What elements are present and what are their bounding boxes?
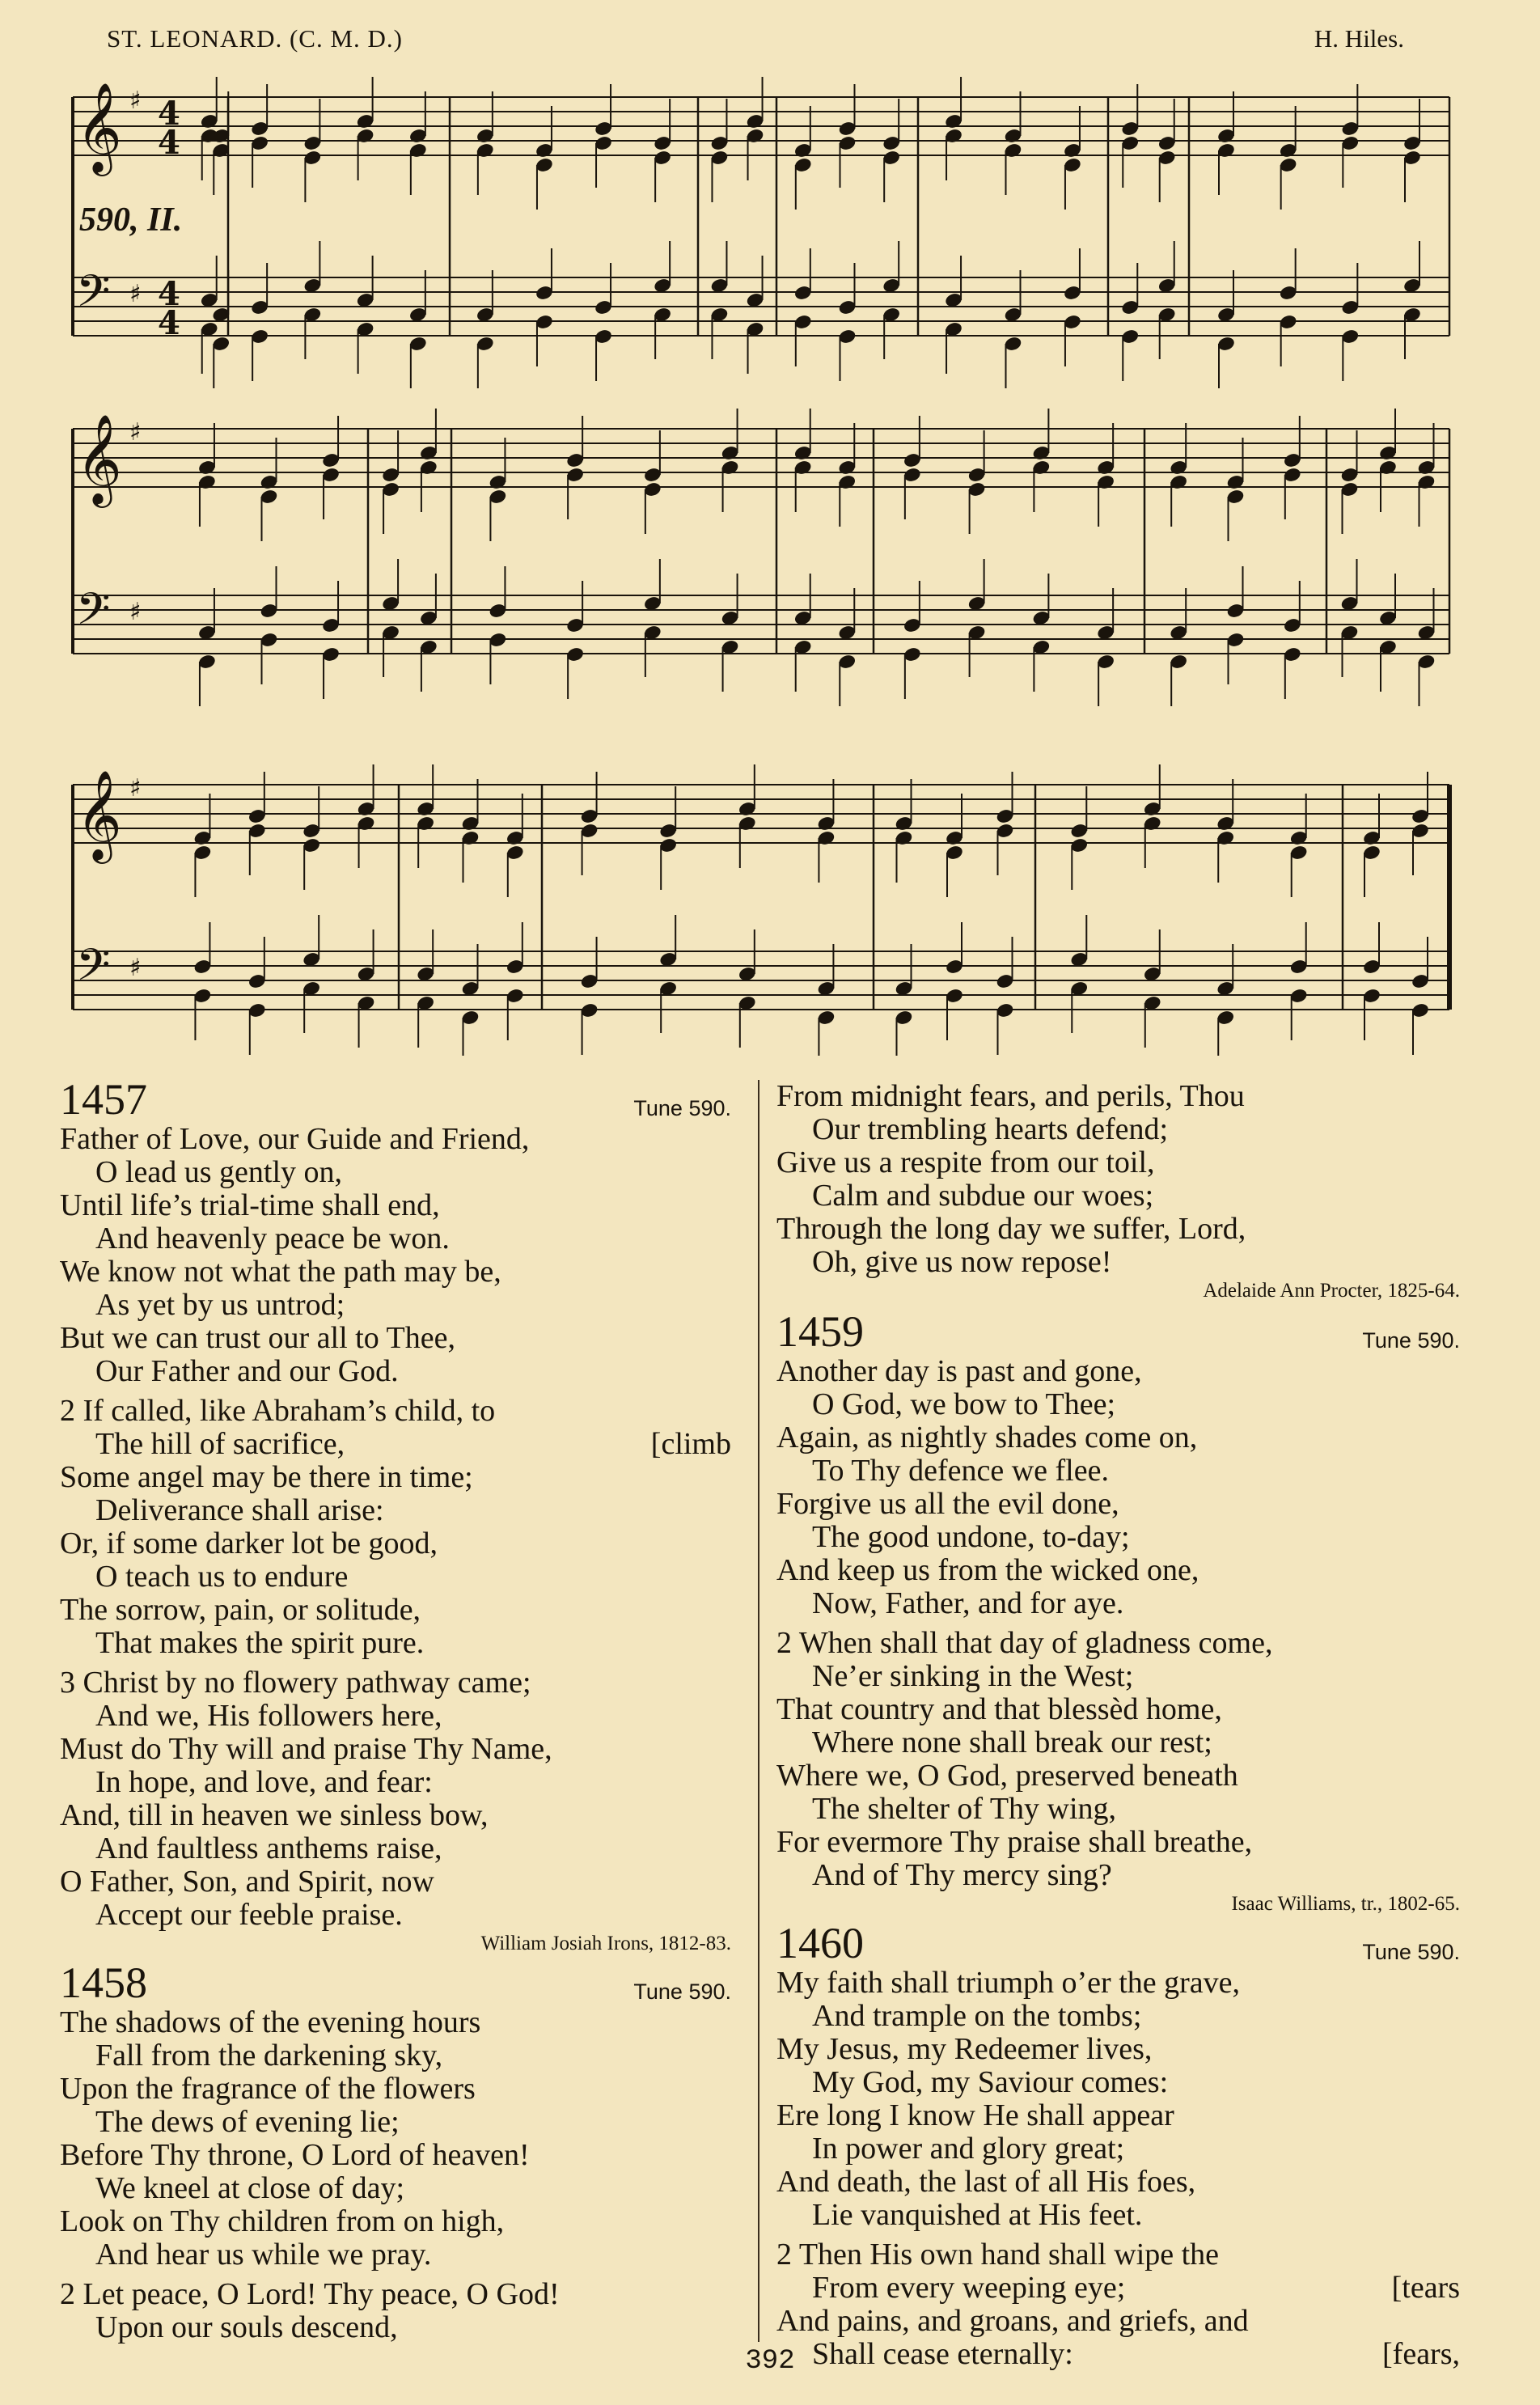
verse-line-carryover: [fears, [1382, 2337, 1460, 2371]
time-signature-digit: 4 [158, 275, 180, 313]
verse-line-text: 2 Let peace, O Lord! Thy peace, O God! [60, 2277, 560, 2311]
hymn-number: 1457 [60, 1075, 147, 1124]
verse-line [60, 1222, 731, 1255]
tune-number: 590, II. [79, 201, 183, 239]
verse-line-text: My Jesus, my Redeemer lives, [776, 2032, 1153, 2066]
verse-line-text: That country and that blessèd home, [776, 1692, 1222, 1726]
verse-line [776, 1421, 1460, 1454]
verse-line [60, 1899, 731, 1932]
verse-line [60, 1428, 731, 1461]
verse-line [60, 1395, 731, 1428]
verse-line-carryover: [climb [650, 1427, 731, 1461]
hymn-number: 1459 [776, 1307, 864, 1356]
verse-line-text: Again, as nightly shades come on, [776, 1421, 1198, 1454]
time-signature-digit: 4 [158, 124, 180, 162]
verse-line-text: My faith shall triumph o’er the grave, [776, 1966, 1241, 2000]
verse-line-text: Lie vanquished at His feet. [812, 2198, 1143, 2232]
verse-line [776, 1388, 1460, 1421]
verse-line-carryover: [tears [1391, 2271, 1460, 2305]
hymn-1459 [776, 1308, 1460, 1916]
bass-clef-icon: 𝄢 [76, 583, 111, 646]
verse-line-text: And we, His followers here, [95, 1699, 442, 1733]
verse-line-text: And keep us from the wicked one, [776, 1553, 1199, 1587]
verse-line-text: Or, if some darker lot be good, [60, 1526, 438, 1560]
verse-line-text: Look on Thy children from on high, [60, 2204, 505, 2238]
verse-line [776, 1587, 1460, 1620]
treble-clef-icon: 𝄞 [76, 82, 122, 172]
hymn-1460 [776, 1920, 1460, 2371]
verse-line-text: Upon the fragrance of the flowers [60, 2072, 476, 2106]
hymn-header [776, 1308, 1460, 1355]
verse-line [776, 2199, 1460, 2232]
verse-line-text: In power and glory great; [812, 2132, 1125, 2166]
hymn-author: Adelaide Ann Procter, 1825-64. [1203, 1280, 1460, 1302]
verse-line [60, 1355, 731, 1388]
verse-line [776, 2305, 1460, 2338]
sharp-icon: ♯ [129, 280, 142, 308]
hymn-verses [776, 1967, 1460, 2371]
verse-line [776, 1179, 1460, 1213]
verse-line [776, 1246, 1460, 1279]
right-column [776, 1080, 1460, 2371]
verse-line-text: Some angel may be there in time; [60, 1460, 473, 1494]
verse-line [776, 1080, 1460, 1113]
score-graphic [65, 73, 1456, 1056]
verse-line [776, 1826, 1460, 1859]
verse-line [776, 1554, 1460, 1587]
hymn-tune-ref: Tune 590. [633, 1096, 731, 1120]
verse-line [776, 1488, 1460, 1521]
verse-line [776, 2066, 1460, 2099]
page-header [0, 24, 1540, 65]
hymn-header [776, 1920, 1460, 1967]
verse-line-text: Shall cease eternally: [812, 2337, 1073, 2371]
verse-line-text: 3 Christ by no flowery pathway came; [60, 1666, 531, 1700]
verse-line-text: And faultless anthems raise, [95, 1831, 442, 1865]
verse-line [776, 2272, 1460, 2305]
hymn-header [60, 1959, 731, 2006]
verse-line [776, 1859, 1460, 1892]
verse-line-text: The sorrow, pain, or solitude, [60, 1593, 421, 1627]
verse-line-text: As yet by us untrod; [95, 1288, 345, 1322]
verse-line [60, 1627, 731, 1660]
verse-line [60, 1189, 731, 1222]
verse-line-text: O God, we bow to Thee; [812, 1387, 1116, 1421]
verse-line-text: And pains, and groans, and griefs, and [776, 2304, 1249, 2338]
verse-line-text: O lead us gently on, [95, 1155, 343, 1189]
sharp-icon: ♯ [129, 598, 142, 626]
verse-line-text: To Thy defence we flee. [812, 1454, 1109, 1488]
verse-line-text: Until life’s trial-time shall end, [60, 1188, 440, 1222]
verse-line [60, 1666, 731, 1700]
verse-line-text: Another day is past and gone, [776, 1354, 1142, 1388]
verse-line [60, 1560, 731, 1594]
hymn-tune-ref: Tune 590. [633, 1979, 731, 2004]
verse-line-text: That makes the spirit pure. [95, 1626, 425, 1660]
verse-line [60, 2278, 731, 2311]
column-divider [758, 1080, 759, 2342]
verse-line [60, 2039, 731, 2073]
verse-line [776, 2000, 1460, 2033]
verse-line-text: Fall from the darkening sky, [95, 2039, 443, 2073]
verse-line [60, 1733, 731, 1766]
verse-line-text: Forgive us all the evil done, [776, 1487, 1119, 1521]
verse [776, 1627, 1460, 1892]
verse-line-text: From midnight fears, and perils, Thou [776, 1079, 1245, 1113]
hymn-1458-continued [776, 1080, 1460, 1303]
verse-line [776, 1660, 1460, 1693]
hymn-verses [776, 1355, 1460, 1892]
verse-line [776, 2132, 1460, 2166]
verse-line [776, 2099, 1460, 2132]
verse-line [60, 2139, 731, 2172]
time-signature-digit: 4 [158, 304, 180, 342]
left-column [60, 1076, 731, 2344]
verse-line [60, 1865, 731, 1899]
verse-line [60, 2311, 731, 2344]
verse-line-text: And trample on the tombs; [812, 1999, 1142, 2033]
verse [60, 2006, 731, 2272]
verse-line [60, 1494, 731, 1527]
verse-line-text: 2 When shall that day of gladness come, [776, 1626, 1273, 1660]
verse-line [60, 1527, 731, 1560]
verse-line-text: Where none shall break our rest; [812, 1725, 1212, 1759]
verse-line-text: Calm and subdue our woes; [812, 1179, 1154, 1213]
verse-line [60, 1700, 731, 1733]
verse-line [60, 2106, 731, 2139]
verse-line-text: 2 If called, like Abraham’s child, to [60, 1394, 496, 1428]
verse-line [60, 2238, 731, 2272]
verse-line-text: Deliverance shall arise: [95, 1493, 384, 1527]
hymn-tune-ref: Tune 590. [1362, 1940, 1460, 1964]
verse-line [60, 1289, 731, 1322]
verse-line [776, 1355, 1460, 1388]
verse [60, 1666, 731, 1932]
sharp-icon: ♯ [129, 418, 142, 447]
verse-line [776, 1793, 1460, 1826]
verse-line-text: In hope, and love, and fear: [95, 1765, 433, 1799]
verse-line-text: Our trembling hearts defend; [812, 1112, 1169, 1146]
tune-title: ST. LEONARD. (C. M. D.) [107, 24, 403, 53]
verse-line [60, 1594, 731, 1627]
verse-line [60, 1766, 731, 1799]
verse-line [60, 2205, 731, 2238]
verse-line-text: The shadows of the evening hours [60, 2005, 481, 2039]
verse-line-text: And heavenly peace be won. [95, 1222, 450, 1255]
verse-line-text: Ere long I know He shall appear [776, 2098, 1174, 2132]
verse-line-text: For evermore Thy praise shall breathe, [776, 1825, 1253, 1859]
verse-line-text: Our Father and our God. [95, 1354, 399, 1388]
hymn-verses [60, 2006, 731, 2344]
verse-line-text: Through the long day we suffer, Lord, [776, 1212, 1246, 1246]
hymn-author: William Josiah Irons, 1812-83. [480, 1933, 731, 1954]
verse [776, 1967, 1460, 2232]
treble-clef-icon: 𝄞 [76, 769, 122, 860]
verse-line [776, 1213, 1460, 1246]
verse-line [60, 2006, 731, 2039]
verse-line [776, 1759, 1460, 1793]
hymn-header [60, 1076, 731, 1123]
hymn-number: 1460 [776, 1919, 864, 1967]
hymn-continuation [776, 1080, 1460, 1279]
verse-line-text: Accept our feeble praise. [95, 1898, 403, 1932]
verse-line [776, 1521, 1460, 1554]
bass-clef-icon: 𝄢 [76, 939, 111, 1001]
verse-line [60, 2172, 731, 2205]
hymn-1457 [60, 1076, 731, 1956]
verse-line-text: 2 Then His own hand shall wipe the [776, 2238, 1220, 2272]
verse [60, 1123, 731, 1388]
verse-line [776, 2033, 1460, 2066]
hymn-tune-ref: Tune 590. [1362, 1328, 1460, 1353]
verse-line [776, 2238, 1460, 2272]
verse-line [776, 1146, 1460, 1179]
verse-line [60, 1123, 731, 1156]
verse-line-text: And hear us while we pray. [95, 2238, 432, 2272]
sharp-icon: ♯ [129, 954, 142, 982]
verse-line-text: Upon our souls descend, [95, 2310, 398, 2344]
verse [776, 1355, 1460, 1620]
composer-name: H. Hiles. [1314, 24, 1404, 53]
verse-line [776, 1967, 1460, 2000]
verse-line-text: Oh, give us now repose! [812, 1245, 1112, 1279]
sharp-icon: ♯ [129, 87, 142, 115]
verse-line [60, 1832, 731, 1865]
verse-line-text: And of Thy mercy sing? [812, 1858, 1112, 1892]
verse-line-text: And death, the last of all His foes, [776, 2165, 1196, 2199]
verse-line-text: But we can trust our all to Thee, [60, 1321, 455, 1355]
verse-line [776, 1726, 1460, 1759]
verse [60, 1395, 731, 1660]
verse-line [776, 2166, 1460, 2199]
verse-line-text: We kneel at close of day; [95, 2171, 405, 2205]
verse-line [60, 1255, 731, 1289]
verse-line [776, 1113, 1460, 1146]
verse-line-text: From every weeping eye; [812, 2271, 1126, 2305]
time-signature-digit: 4 [158, 95, 180, 133]
verse-line-text: Now, Father, and for aye. [812, 1586, 1124, 1620]
verse-line-text: Must do Thy will and praise Thy Name, [60, 1732, 552, 1766]
verse-line-text: Where we, O God, preserved beneath [776, 1759, 1238, 1793]
verse-line [60, 1156, 731, 1189]
verse-line [776, 1454, 1460, 1488]
verse-line [60, 2073, 731, 2106]
verse-line-text: Before Thy throne, O Lord of heaven! [60, 2138, 530, 2172]
sharp-icon: ♯ [129, 774, 142, 802]
verse-line-text: My God, my Saviour comes: [812, 2065, 1169, 2099]
verse-line-text: The shelter of Thy wing, [812, 1792, 1117, 1826]
verse-line [776, 1693, 1460, 1726]
verse-line-text: Father of Love, our Guide and Friend, [60, 1122, 530, 1156]
verse-line-text: Give us a respite from our toil, [776, 1145, 1155, 1179]
verse-line-text: O Father, Son, and Spirit, now [60, 1865, 434, 1899]
verse-line-text: The good undone, to-day; [812, 1520, 1130, 1554]
verse-line-text: We know not what the path may be, [60, 1255, 501, 1289]
verse-line-text: Ne’er sinking in the West; [812, 1659, 1134, 1693]
verse-line [60, 1461, 731, 1494]
music-score [65, 73, 1456, 1056]
hymn-number: 1458 [60, 1958, 147, 2007]
verse-line-text: The hill of sacrifice, [95, 1427, 345, 1461]
verse [60, 2278, 731, 2344]
verse-line [60, 1322, 731, 1355]
treble-clef-icon: 𝄞 [76, 413, 122, 504]
hymn-1458 [60, 1959, 731, 2344]
verse-line [776, 1627, 1460, 1660]
verse-line-text: And, till in heaven we sinless bow, [60, 1798, 489, 1832]
verse-line [60, 1799, 731, 1832]
verse-line-text: The dews of evening lie; [95, 2105, 400, 2139]
hymn-author: Isaac Williams, tr., 1802-65. [1231, 1893, 1460, 1915]
verse-line-text: O teach us to endure [95, 1560, 349, 1594]
page-number: 392 [745, 2346, 795, 2377]
hymn-verses [60, 1123, 731, 1932]
bass-clef-icon: 𝄢 [76, 265, 111, 328]
